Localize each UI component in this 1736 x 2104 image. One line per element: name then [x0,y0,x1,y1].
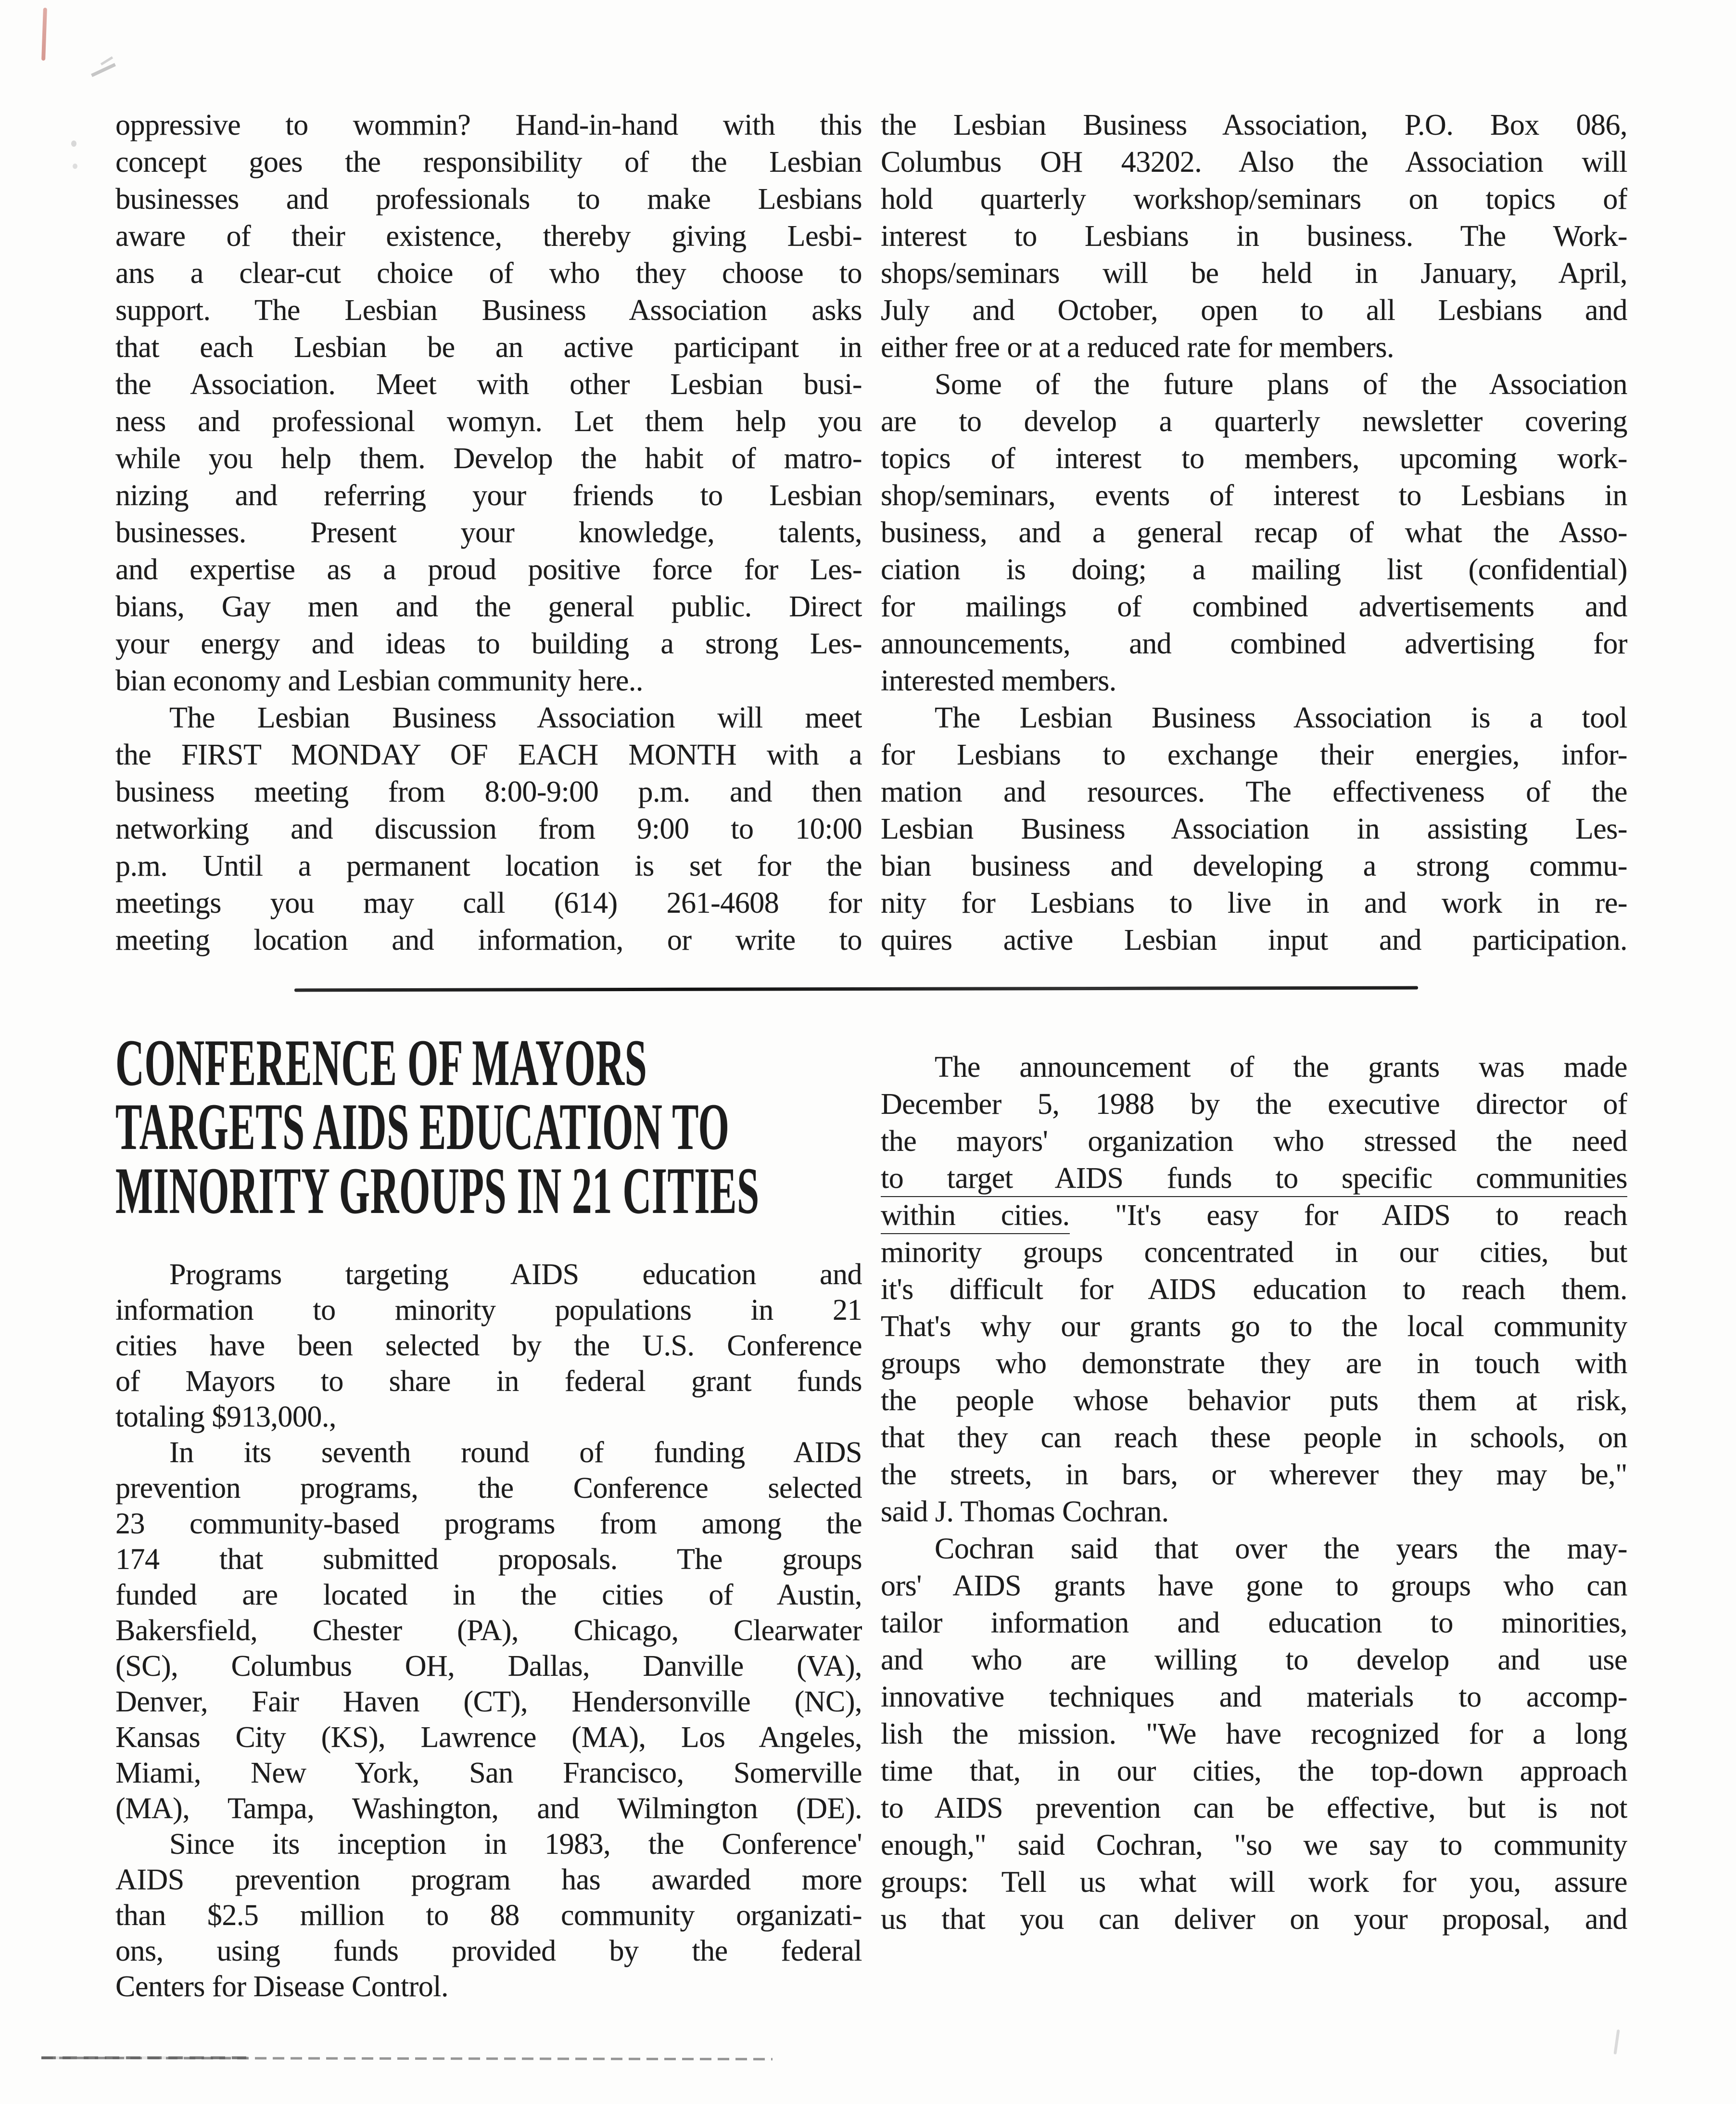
text-segment: business, and a general recap of what the Asso- [881,516,1627,549]
text-line [115,1435,862,1470]
text-segment: us that you can deliver on your proposal, and [881,1903,1627,1936]
text-line [115,1399,862,1435]
text-segment: ors' AIDS grants have gone to groups who can [881,1569,1627,1602]
text-segment: groups who demonstrate they are in touch with [881,1347,1627,1380]
text-segment: bians, Gay men and the general public. Direct [115,590,862,623]
text-line [881,181,1627,218]
text-line [881,811,1627,848]
text-segment: for mailings of combined advertisements and [881,590,1627,623]
text-line [115,1826,862,1862]
article1-left-column [115,107,862,959]
text-line [115,1292,862,1328]
text-line [115,107,862,144]
text-line [881,218,1627,255]
headline-text: TARGETS AIDS EDUCATION TO [115,1090,730,1163]
text-line [881,885,1627,922]
text-segment: groups: Tell us what will work for you, assure [881,1866,1627,1899]
scan-artifact-scribble [101,56,113,65]
text-line [115,551,862,588]
article1-right-column [881,107,1627,959]
text-segment: Programs targeting AIDS education and [169,1258,862,1291]
text-line [115,1364,862,1399]
text-line [881,663,1627,700]
text-line [115,848,862,885]
text-segment: business meeting from 8:00-9:00 p.m. and then [115,776,862,808]
text-line [115,1755,862,1791]
text-segment: than $2.5 million to 88 community organizati- [115,1899,862,1932]
text-segment: Denver, Fair Haven (CT), Hendersonville (NC), [115,1685,862,1718]
text-segment: aware of their existence, thereby giving Lesbi- [115,220,862,253]
text-line [881,1123,1627,1160]
text-line [115,811,862,848]
headline-text: CONFERENCE OF MAYORS [115,1026,647,1099]
headline-line [115,1026,885,1099]
text-segment: shop/seminars, events of interest to Lesbians in [881,479,1627,512]
text-line [115,1577,862,1613]
text-line [115,922,862,959]
text-line [881,625,1627,663]
text-segment: , Dallas, Danville (VA), [447,1650,862,1683]
text-line [115,292,862,329]
text-segment: quires active Lesbian input and participation. [881,924,1627,956]
text-segment: Columbus OH 43202. Also the Association will [881,146,1627,179]
text-line [881,1160,1627,1197]
text-line [881,1308,1627,1345]
text-line [881,107,1627,144]
text-segment: nizing and referring your friends to Lesbian [115,479,862,512]
text-segment: ons, using funds provided by the federal [115,1935,862,1967]
text-segment: networking and discussion from 9:00 to 10:00 [115,813,862,845]
text-segment: support. The Lesbian Business Association asks [115,294,862,327]
text-line [881,144,1627,181]
text-segment: The Lesbian Business Association will meet [169,701,862,734]
text-segment: topics of interest to members, upcoming work- [881,442,1627,475]
text-line [115,588,862,625]
underlined-text: to target AIDS funds to specific communities [881,1162,1627,1197]
text-segment: interest to Lesbians in business. The Work- [881,220,1627,253]
scan-artifact-speck [1613,2029,1620,2054]
text-line [115,1684,862,1720]
text-segment: ness and professional womyn. Let them help you [115,405,862,438]
text-segment: oppressive to wommin? Hand-in-hand with this [115,109,862,141]
underlined-text: Columbus OH [231,1650,447,1684]
text-line [881,1345,1627,1382]
text-segment: Bakersfield, Chester (PA), Chicago, Clearwater [115,1614,862,1647]
text-line [881,1753,1627,1790]
text-segment: the streets, in bars, or wherever they may be," [881,1458,1627,1491]
text-segment: (SC), [115,1650,231,1683]
text-line [881,1864,1627,1901]
text-segment: meetings you may call (614) 261-4608 for [115,887,862,919]
text-line [115,1257,862,1292]
text-line [881,551,1627,588]
text-line [115,255,862,292]
text-line [881,1271,1627,1308]
article2-left-column [115,1257,862,2004]
text-line [881,1642,1627,1679]
text-segment: In its seventh round of funding AIDS [169,1436,862,1469]
text-segment: it's difficult for AIDS education to reach them. [881,1273,1627,1306]
text-line [881,1493,1627,1530]
text-segment: meeting location and information, or write to [115,924,862,956]
text-segment: businesses and professionals to make Lesbians [115,183,862,216]
text-segment: Lesbian Business Association in assisting Les- [881,813,1627,845]
article2-right-column [881,1049,1627,1938]
text-segment: are to develop a quarterly newsletter covering [881,405,1627,438]
text-line [881,477,1627,514]
text-line [115,774,862,811]
text-line [115,1720,862,1755]
article-headline [115,1026,885,1227]
text-segment: while you help them. Develop the habit of matro- [115,442,862,475]
text-segment: Some of the future plans of the Association [935,368,1627,401]
text-segment: the people whose behavior puts them at risk, [881,1384,1627,1417]
text-segment: lish the mission. "We have recognized for a long [881,1718,1627,1750]
text-segment: The Lesbian Business Association is a tool [935,701,1627,734]
text-segment: p.m. Until a permanent location is set for the [115,850,862,882]
text-segment: totaling $913,000., [115,1401,336,1433]
text-line [115,737,862,774]
text-line [881,848,1627,885]
text-segment: time that, in our cities, the top-down approach [881,1755,1627,1787]
text-segment: and who are willing to develop and use [881,1644,1627,1676]
text-line [115,1328,862,1364]
scan-artifact-speck [71,140,76,147]
text-line [881,255,1627,292]
text-segment: mation and resources. The effectiveness of the [881,776,1627,808]
text-line [881,1419,1627,1456]
text-segment: that each Lesbian be an active participant in [115,331,862,364]
text-segment: Centers for Disease Control. [115,1970,448,2003]
scan-artifact-red-mark [41,8,47,61]
text-segment: 174 that submitted proposals. The groups [115,1543,862,1576]
text-line [881,1456,1627,1493]
text-line [881,1790,1627,1827]
text-segment: of Mayors to share in federal grant funds [115,1365,862,1398]
text-segment: interested members. [881,664,1116,697]
text-line [115,1862,862,1898]
text-line [881,1049,1627,1086]
text-line [881,329,1627,366]
text-segment: minority groups concentrated in our cities, but [881,1236,1627,1269]
text-segment: the FIRST MONDAY OF EACH MONTH with a [115,739,862,771]
text-line [115,1613,862,1648]
text-line [115,1898,862,1933]
text-line [115,1542,862,1577]
text-segment: announcements, and combined advertising for [881,627,1627,660]
text-line [115,625,862,663]
text-line [881,514,1627,551]
text-segment: (MA), Tampa, Washington, and Wilmington (DE). [115,1792,862,1825]
scan-artifact-scribble [91,63,116,77]
scan-artifact-bottom-line [41,2057,773,2061]
text-line [115,181,862,218]
text-segment: innovative techniques and materials to accomp- [881,1681,1627,1713]
text-line [881,1234,1627,1271]
text-line [115,144,862,181]
text-line [115,1648,862,1684]
text-line [881,1530,1627,1568]
text-segment: December 5, 1988 by the executive director of [881,1088,1627,1121]
text-line [115,440,862,477]
text-segment: bian business and developing a strong commu- [881,850,1627,882]
text-line [115,1969,862,2004]
text-line [881,1679,1627,1716]
text-segment: funded are located in the cities of Austin, [115,1579,862,1611]
text-line [881,737,1627,774]
text-line [881,292,1627,329]
text-segment: shops/seminars will be held in January, April, [881,257,1627,290]
text-line [881,366,1627,403]
text-segment: your energy and ideas to building a strong Les- [115,627,862,660]
text-line [881,922,1627,959]
text-segment: tailor information and education to minorities, [881,1607,1627,1639]
text-segment: that they can reach these people in schools, on [881,1421,1627,1454]
text-segment: for Lesbians to exchange their energies, infor- [881,739,1627,771]
text-segment: said J. Thomas Cochran. [881,1495,1169,1528]
text-line [881,700,1627,737]
text-line [115,366,862,403]
text-line [881,588,1627,625]
text-segment: hold quarterly workshop/seminars on topics of [881,183,1627,216]
text-segment: Kansas City (KS), Lawrence (MA), Los Angeles, [115,1721,862,1754]
text-line [881,403,1627,440]
text-segment: nity for Lesbians to live in and work in re- [881,887,1627,919]
scan-artifact-speck [73,164,77,169]
text-segment: 23 community-based programs from among the [115,1507,862,1540]
text-segment: bian economy and Lesbian community here.. [115,664,643,697]
text-segment: ciation is doing; a mailing list (confidential) [881,553,1627,586]
text-segment: Cochran said that over the years the may- [935,1532,1627,1565]
text-segment: to AIDS prevention can be effective, but is not [881,1792,1627,1824]
text-line [881,440,1627,477]
text-segment: the mayors' organization who stressed the need [881,1125,1627,1158]
section-divider-rule [294,986,1418,992]
text-segment: the Association. Meet with other Lesbian busi- [115,368,862,401]
text-line [881,1382,1627,1419]
text-line [115,1933,862,1969]
text-segment: "It's easy for AIDS to reach [1069,1199,1627,1232]
text-line [115,403,862,440]
text-segment: That's why our grants go to the local community [881,1310,1627,1343]
text-segment: Since its inception in 1983, the Conference' [169,1828,862,1861]
text-line [115,700,862,737]
text-segment: businesses. Present your knowledge, talents, [115,516,862,549]
text-line [881,1716,1627,1753]
text-line [881,1901,1627,1938]
text-line [881,1605,1627,1642]
text-segment: ans a clear-cut choice of who they choose to [115,257,862,290]
text-line [881,1568,1627,1605]
text-line [881,1086,1627,1123]
text-line [115,329,862,366]
headline-line [115,1090,885,1163]
text-segment: The announcement of the grants was made [935,1051,1627,1084]
text-segment: concept goes the responsibility of the Lesbian [115,146,862,179]
text-segment: AIDS prevention program has awarded more [115,1863,862,1896]
text-line [115,1791,862,1826]
text-segment: and expertise as a proud positive force for Les- [115,553,862,586]
text-line [881,1197,1627,1234]
text-segment: July and October, open to all Lesbians and [881,294,1627,327]
text-segment: either free or at a reduced rate for members. [881,331,1394,364]
text-line [881,774,1627,811]
text-line [115,1506,862,1542]
text-line [115,514,862,551]
text-line [881,1827,1627,1864]
headline-line [115,1154,885,1227]
text-segment: the Lesbian Business Association, P.O. Box 086, [881,109,1627,141]
text-line [115,663,862,700]
text-line [115,1470,862,1506]
text-segment: cities have been selected by the U.S. Conference [115,1329,862,1362]
scan-artifact-bottom-line [41,2056,248,2059]
text-line [115,477,862,514]
text-segment: prevention programs, the Conference selected [115,1472,862,1505]
text-line [115,218,862,255]
underlined-text: within cities. [881,1199,1070,1234]
text-segment: enough," said Cochran, "so we say to community [881,1829,1627,1862]
headline-text: MINORITY GROUPS IN 21 CITIES [115,1154,760,1227]
text-line [115,885,862,922]
text-segment: Miami, New York, San Francisco, Somerville [115,1757,862,1789]
text-segment: information to minority populations in 21 [115,1294,862,1326]
